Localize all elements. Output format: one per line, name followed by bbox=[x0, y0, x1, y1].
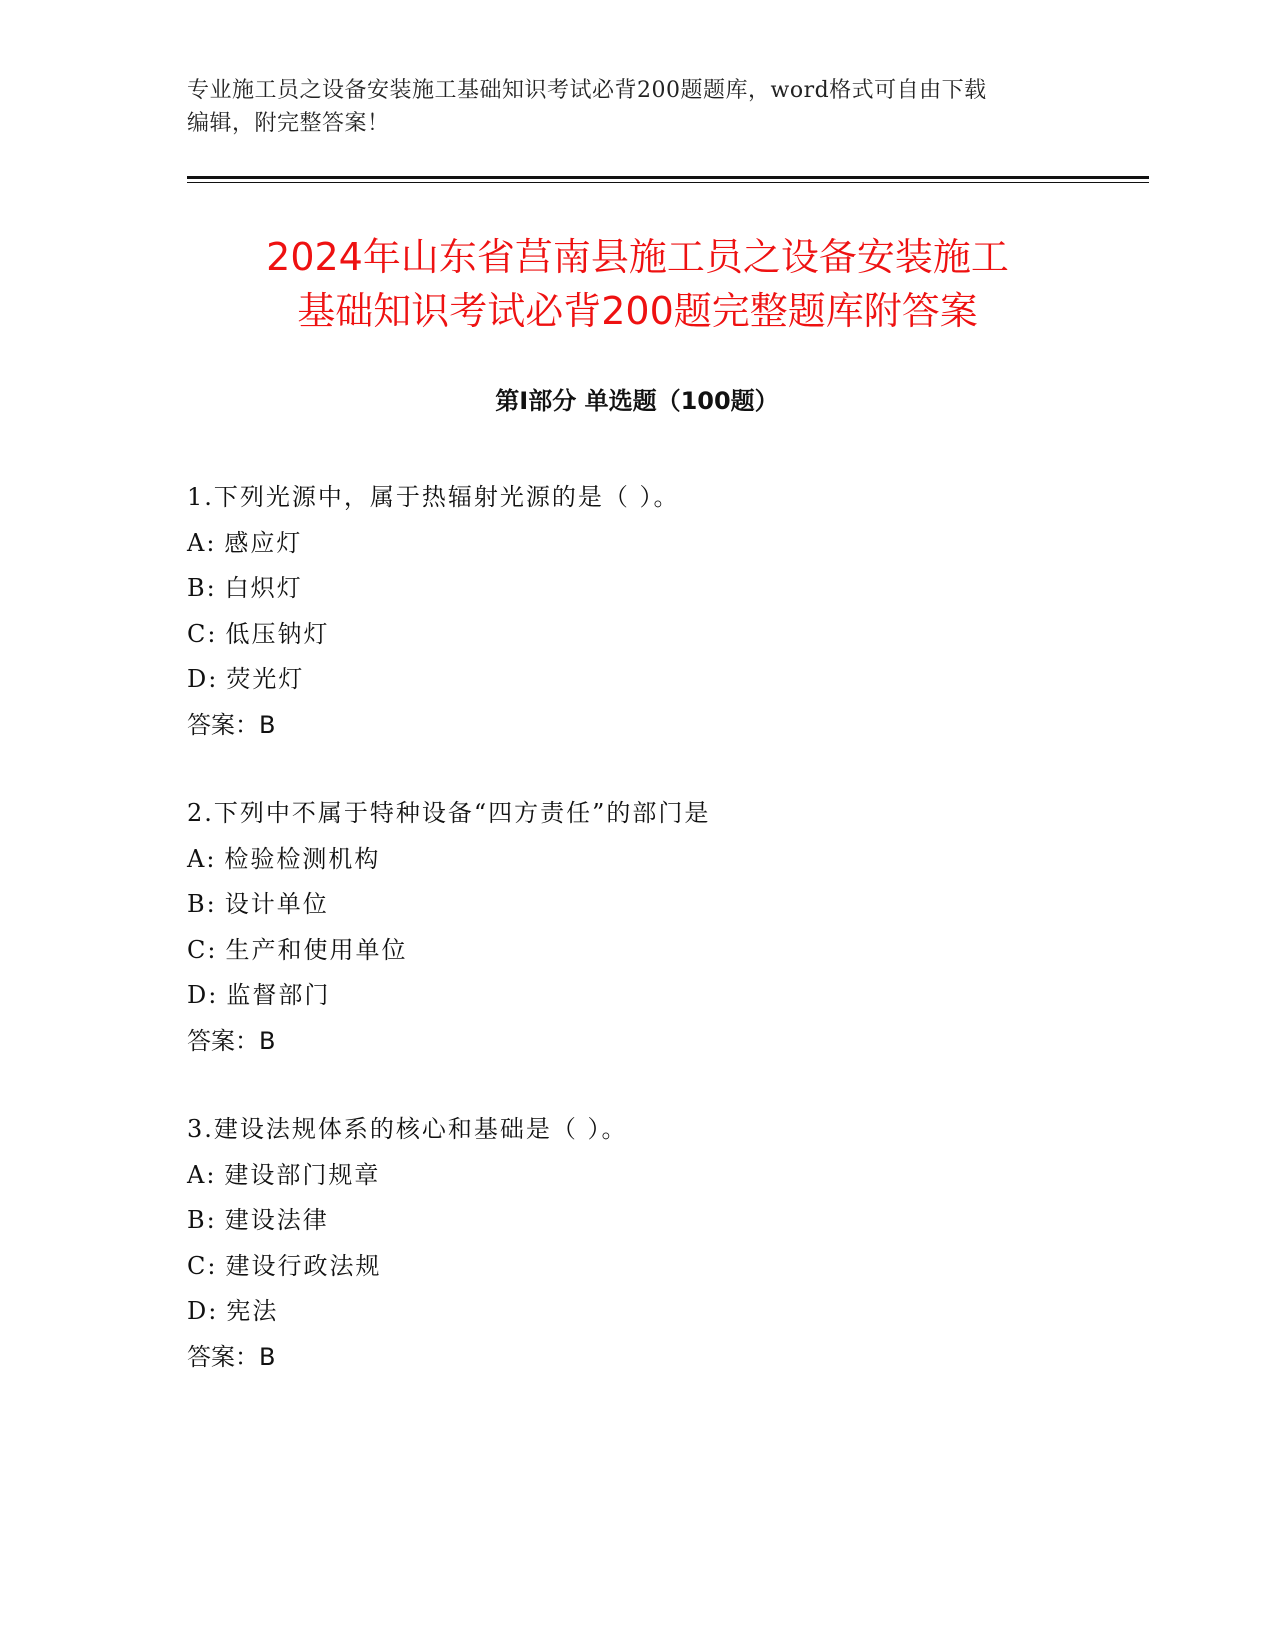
question-2 bbox=[187, 791, 1087, 1064]
document-title-line-2: 基础知识考试必背200题完整题库附答案 bbox=[297, 289, 978, 333]
answer-value: B bbox=[259, 710, 276, 739]
answer-label: 答案： bbox=[187, 1026, 259, 1055]
option-text: 宪法 bbox=[226, 1297, 279, 1325]
answer-line bbox=[187, 1019, 1087, 1065]
option-label: B: bbox=[187, 890, 217, 918]
question-stem: 2.下列中不属于特种设备“四方责任”的部门是 bbox=[187, 799, 711, 827]
header-divider-thick bbox=[187, 176, 1149, 179]
document-title bbox=[150, 230, 1125, 338]
option-text: 检验检测机构 bbox=[224, 844, 381, 873]
question-stem: 3.建设法规体系的核心和基础是（ ）。 bbox=[187, 1115, 628, 1143]
answer-value: B bbox=[259, 1342, 276, 1371]
question-1 bbox=[187, 475, 1087, 748]
option-a bbox=[187, 837, 1087, 883]
header-divider-thin bbox=[187, 182, 1149, 183]
document-title-line-1: 2024年山东省莒南县施工员之设备安装施工 bbox=[266, 235, 1009, 279]
option-text: 低压钠灯 bbox=[225, 619, 330, 648]
header-note bbox=[187, 74, 1087, 140]
option-a bbox=[187, 1153, 1087, 1199]
option-label: C: bbox=[187, 935, 218, 964]
option-label: C: bbox=[187, 619, 218, 648]
option-label: D: bbox=[187, 1297, 219, 1325]
question-list bbox=[187, 475, 1087, 1423]
option-d bbox=[187, 657, 1087, 703]
option-label: C: bbox=[187, 1251, 218, 1280]
option-b bbox=[187, 1198, 1087, 1244]
option-d bbox=[187, 1289, 1087, 1335]
option-label: A: bbox=[187, 528, 217, 557]
option-text: 白炽灯 bbox=[224, 574, 303, 602]
option-a bbox=[187, 521, 1087, 567]
answer-line bbox=[187, 703, 1087, 749]
option-c bbox=[187, 612, 1087, 658]
header-note-line-2: 编辑，附完整答案！ bbox=[187, 111, 390, 136]
answer-line bbox=[187, 1335, 1087, 1381]
section-heading: 第Ⅰ部分 单选题（100题） bbox=[495, 387, 779, 415]
option-b bbox=[187, 882, 1087, 928]
option-text: 监督部门 bbox=[226, 981, 331, 1009]
option-label: D: bbox=[187, 665, 219, 693]
option-label: A: bbox=[187, 1160, 217, 1189]
option-label: B: bbox=[187, 1206, 217, 1234]
option-c bbox=[187, 928, 1087, 974]
option-text: 建设部门规章 bbox=[224, 1160, 381, 1189]
option-d bbox=[187, 973, 1087, 1019]
question-stem: 1.下列光源中，属于热辐射光源的是（ ）。 bbox=[187, 483, 680, 511]
answer-value: B bbox=[259, 1026, 276, 1055]
option-b bbox=[187, 566, 1087, 612]
answer-label: 答案： bbox=[187, 1342, 259, 1371]
option-label: D: bbox=[187, 981, 219, 1009]
option-label: A: bbox=[187, 844, 217, 873]
option-text: 感应灯 bbox=[224, 528, 303, 557]
option-text: 建设行政法规 bbox=[225, 1251, 382, 1280]
option-label: B: bbox=[187, 574, 217, 602]
option-text: 荧光灯 bbox=[226, 665, 305, 693]
option-text: 生产和使用单位 bbox=[225, 935, 408, 964]
option-text: 设计单位 bbox=[224, 890, 329, 918]
option-c bbox=[187, 1244, 1087, 1290]
answer-label: 答案： bbox=[187, 710, 259, 739]
question-3 bbox=[187, 1107, 1087, 1380]
header-note-line-1: 专业施工员之设备安装施工基础知识考试必背200题题库，word格式可自由下载 bbox=[187, 78, 987, 103]
option-text: 建设法律 bbox=[224, 1206, 329, 1234]
